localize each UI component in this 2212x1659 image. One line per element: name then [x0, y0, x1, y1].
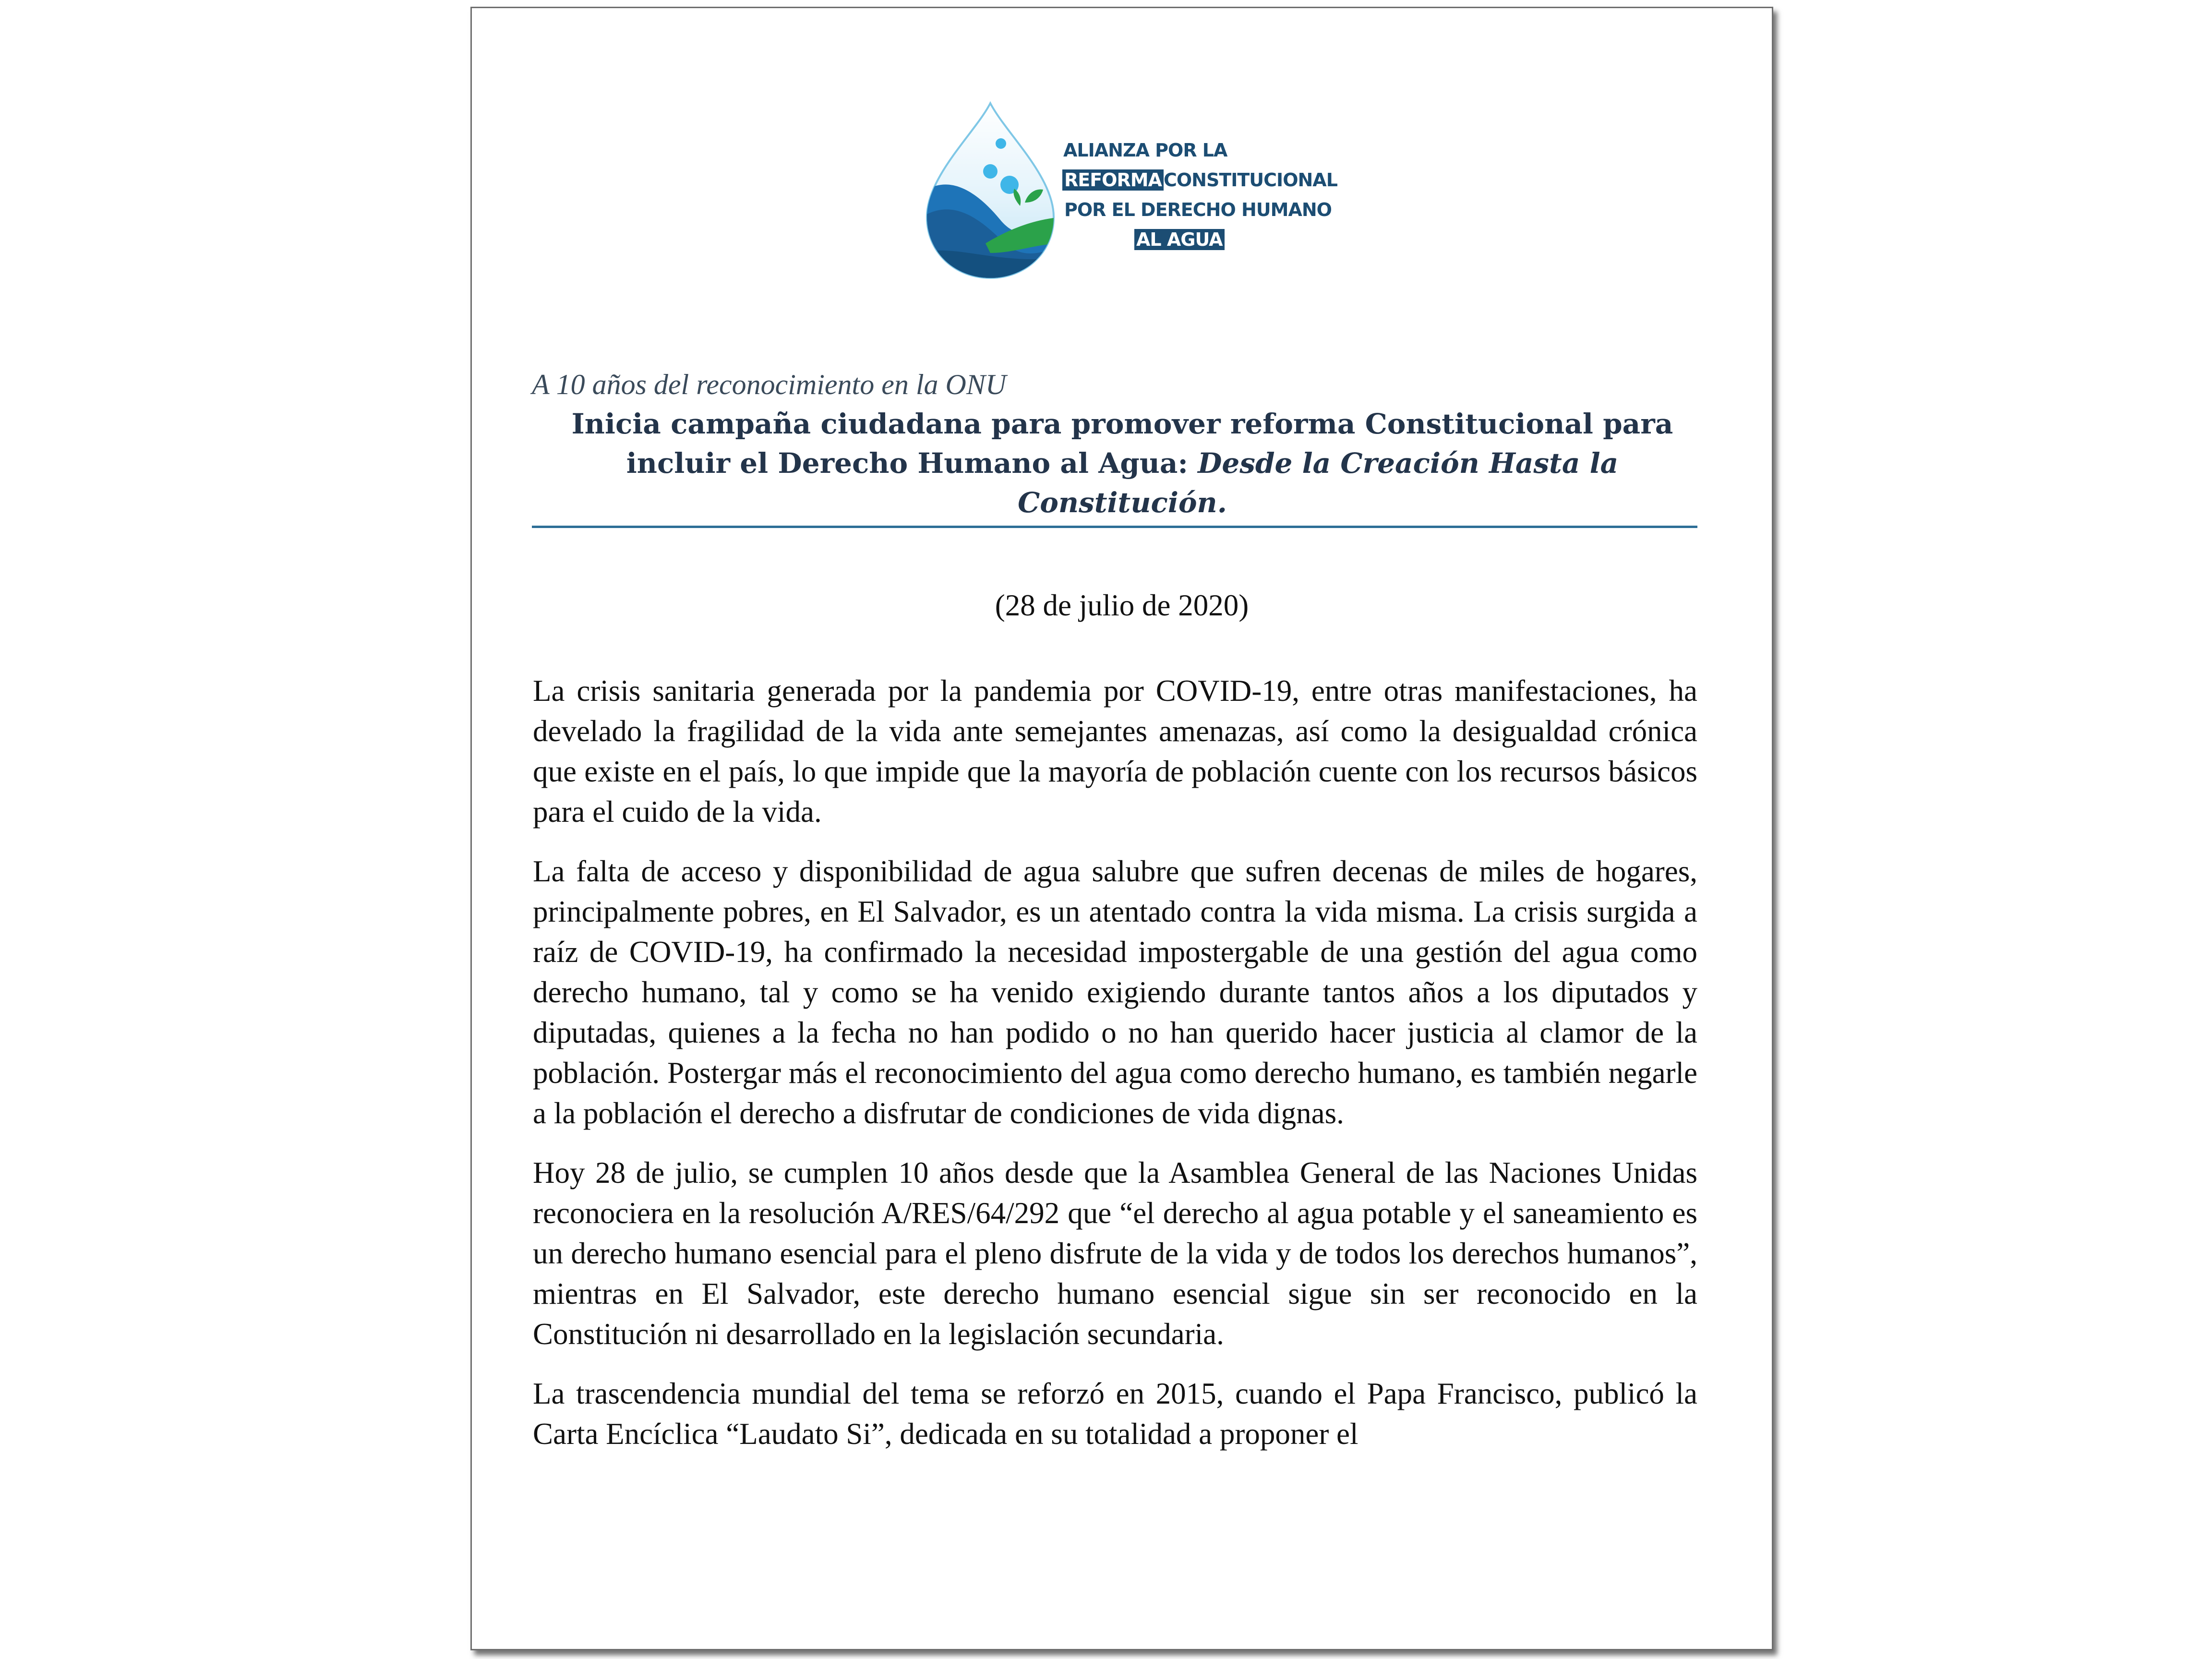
paragraph: La falta de acceso y disponibilidad de agua salubre que sufren decenas de miles de hogares, principalmente pobres, en El Salvador, es un atentado contra la vida misma. La crisis surgida a raíz de COVID-19, ha confirmado la necesidad impostergable de una gestión del agua como derecho humano, tal y como se ha venido exigiendo durante tantos años a los diputados y diputadas, quienes a la fecha no han podido o no han querido hacer justicia al clamor de la población. Postergar más el reconocimiento del agua como derecho humano, es también negarle a la población el derecho a disfrutar de condiciones de vida dignas. [533, 854, 1697, 1130]
logo-highlight: REFORMA [1062, 169, 1164, 191]
headline [520, 404, 1725, 522]
headline-emphasis: Desde la Creación Hasta la Constitución. [1018, 447, 1619, 519]
kicker: A 10 años del reconocimiento en la ONU [532, 369, 1007, 400]
alliance-logo [918, 99, 1337, 282]
logo-line-1: ALIANZA POR LA [1063, 140, 1227, 161]
water-drop-logo-icon [918, 99, 1062, 282]
logo-wordmark [1062, 135, 1337, 254]
logo-line-2 [1062, 165, 1337, 195]
headline-text: Inicia campaña ciudadana para promover reforma Constitucional para incluir el Derecho Humano al Agua: [571, 408, 1673, 480]
paragraph: La crisis sanitaria generada por la pandemia por COVID-19, entre otras manifestaciones, ha develado la fragilidad de la vida ante semejantes amenazas, así como la desigualdad crónica que existe en el país, lo que impide que la mayoría de población cuente con los recursos básicos para el cuido de la vida. [533, 674, 1697, 829]
publication-date: (28 de julio de 2020) [995, 589, 1249, 622]
logo-line-4 [1062, 225, 1293, 254]
logo-line-3: POR EL DERECHO HUMANO [1064, 199, 1332, 220]
logo-line-4-highlight: AL AGUA [1134, 229, 1225, 250]
logo-line-2-rest: CONSTITUCIONAL [1163, 169, 1337, 191]
document-page [470, 7, 1773, 1650]
header-divider [532, 526, 1697, 528]
article-body [533, 671, 1697, 1473]
paragraph: Hoy 28 de julio, se cumplen 10 años desde que la Asamblea General de las Naciones Unidas reconociera en la resolución A/RES/64/292 que “el derecho al agua potable y el saneamiento es un derecho humano esencial para el pleno disfrute de la vida y de todos los derechos humanos”, mientras en El Salvador, este derecho humano esencial sigue sin ser reconocido en la Constitución ni desarrollado en la legislación secundaria. [533, 1156, 1697, 1351]
paragraph: La trascendencia mundial del tema se reforzó en 2015, cuando el Papa Francisco, publicó la Carta Encíclica “Laudato Si”, dedicada en su totalidad a proponer el [533, 1377, 1697, 1451]
